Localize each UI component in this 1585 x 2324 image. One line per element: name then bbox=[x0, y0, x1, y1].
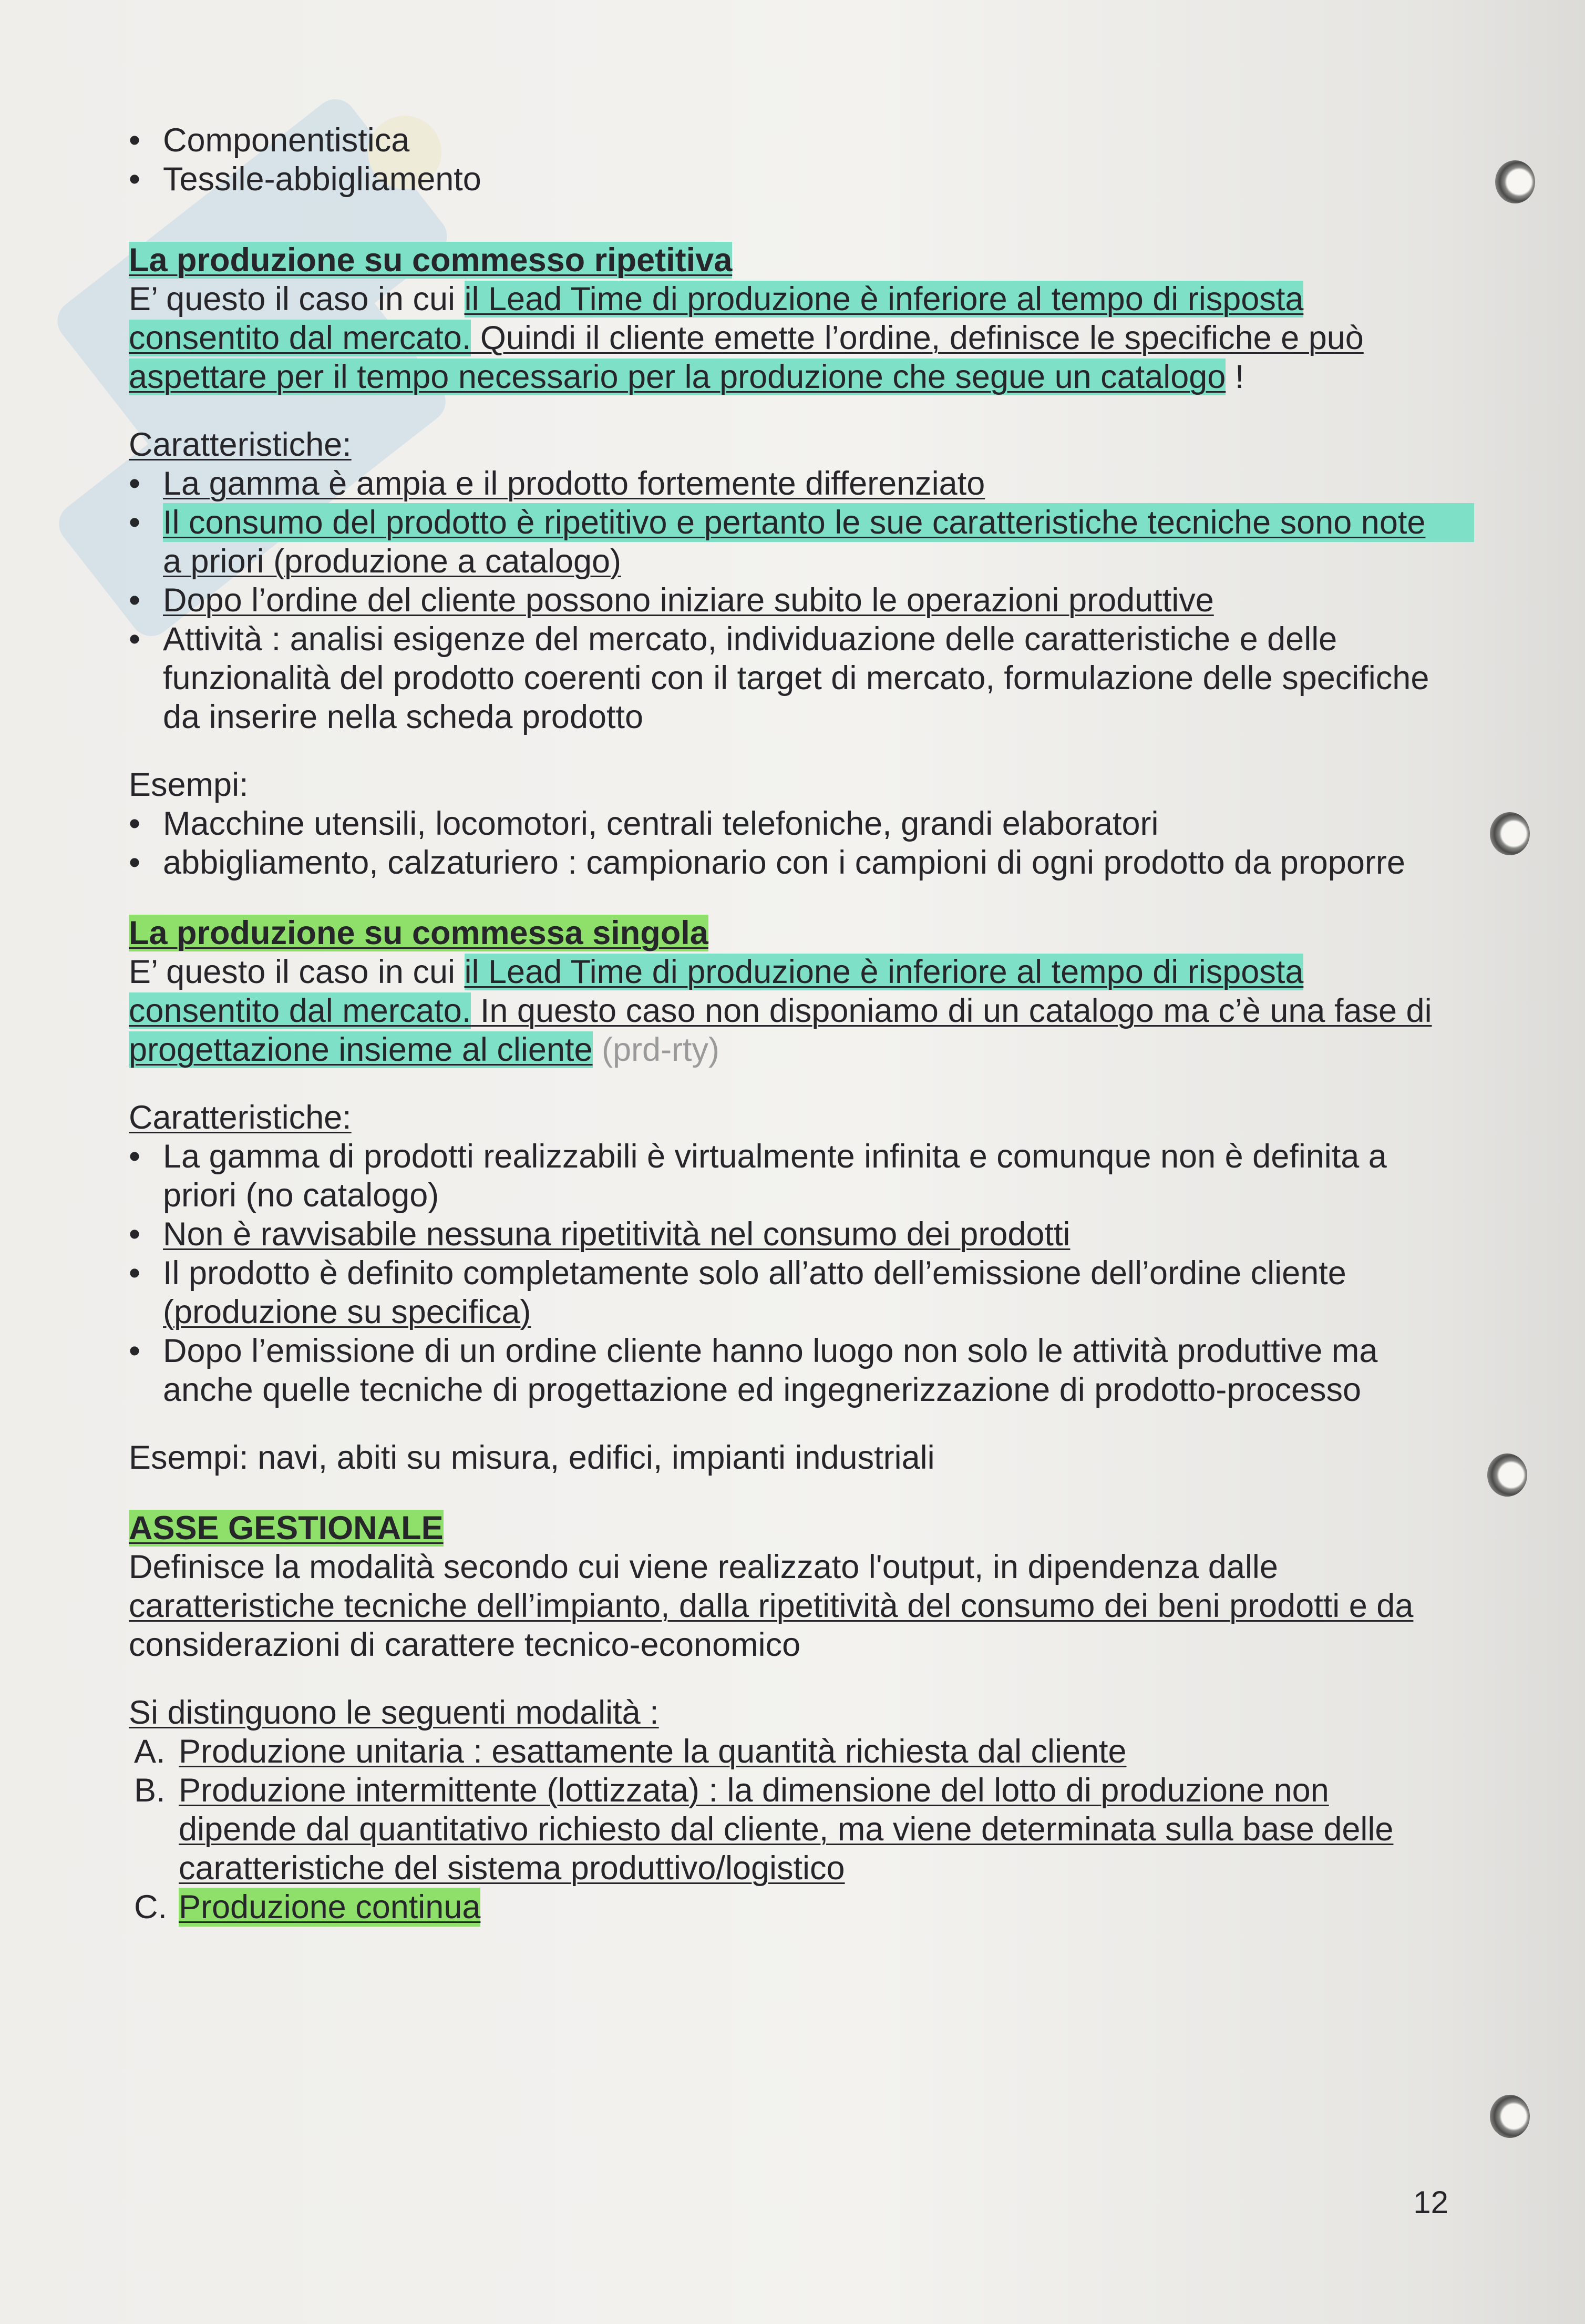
list-item: • Tessile-abbigliamento bbox=[129, 160, 1474, 199]
paragraph-line: aspettare per il tempo necessario per la produzione che segue un catalogo ! bbox=[129, 359, 1244, 395]
characteristics-label: Caratteristiche: bbox=[129, 1099, 352, 1136]
list-item: • abbigliamento, calzaturiero : campionario con i campioni di ogni prodotto da proporre bbox=[129, 843, 1474, 882]
binder-hole bbox=[1487, 1453, 1527, 1497]
list-item: C. Produzione continua bbox=[134, 1889, 481, 1926]
binder-hole bbox=[1490, 2095, 1530, 2138]
page-number: 12 bbox=[1413, 2185, 1448, 2220]
paragraph-line: considerazioni di carattere tecnico-economico bbox=[129, 1626, 801, 1663]
list-item: • La gamma è ampia e il prodotto fortemente differenziato bbox=[129, 464, 1474, 503]
paragraph-line: consentito dal mercato. Quindi il cliente emette l’ordine, definisce le specifiche e può bbox=[129, 320, 1364, 356]
list-item: • Il consumo del prodotto è ripetitivo e pertanto le sue caratteristiche tecniche sono note a priori (produzione a catalogo) bbox=[129, 503, 1474, 581]
characteristics-label: Caratteristiche: bbox=[129, 426, 352, 463]
list-item: • La gamma di prodotti realizzabili è virtualmente infinita e comunque non è definita a priori (no catalogo) bbox=[129, 1137, 1474, 1215]
binder-hole bbox=[1495, 160, 1535, 203]
list-item: • Macchine utensili, locomotori, centrali telefoniche, grandi elaboratori bbox=[129, 804, 1474, 843]
paragraph-line: caratteristiche tecniche dell’impianto, dalla ripetitività del consumo dei beni prodotti e da bbox=[129, 1588, 1414, 1624]
examples-label: Esempi: bbox=[129, 766, 249, 803]
paragraph-line: consentito dal mercato. In questo caso non disponiamo di un catalogo ma c’è una fase di bbox=[129, 992, 1432, 1029]
list-item: A. Produzione unitaria : esattamente la quantità richiesta dal cliente bbox=[134, 1733, 1127, 1770]
list-item: • Non è ravvisabile nessuna ripetitività nel consumo dei prodotti bbox=[129, 1215, 1474, 1254]
page-content bbox=[129, 121, 1474, 1927]
paragraph-line: E’ questo il caso in cui il Lead Time di produzione è inferiore al tempo di risposta bbox=[129, 281, 1304, 318]
list-item: • Componentistica bbox=[129, 121, 1474, 160]
paragraph-line: Definisce la modalità secondo cui viene realizzato l'output, in dipendenza dalle bbox=[129, 1549, 1278, 1585]
list-item: • Il prodotto è definito completamente solo all’atto dell’emissione dell’ordine cliente (produzione su specifica) bbox=[129, 1254, 1474, 1332]
list-item: • Dopo l’emissione di un ordine cliente hanno luogo non solo le attività produttive ma anche quelle tecniche di progettazione ed ingegnerizzazione di prodotto-processo bbox=[129, 1332, 1474, 1409]
paragraph-line: E’ questo il caso in cui il Lead Time di produzione è inferiore al tempo di risposta bbox=[129, 954, 1304, 990]
section-title: La produzione su commessa singola bbox=[129, 915, 708, 951]
list-item: • Dopo l’ordine del cliente possono iniziare subito le operazioni produttive bbox=[129, 581, 1474, 620]
section-title: ASSE GESTIONALE bbox=[129, 1510, 444, 1547]
section-title: La produzione su commesso ripetitiva bbox=[129, 242, 733, 279]
examples-line: Esempi: navi, abiti su misura, edifici, impianti industriali bbox=[129, 1439, 935, 1476]
paragraph-line: progettazione insieme al cliente (prd-rty) bbox=[129, 1031, 720, 1068]
list-item: B. Produzione intermittente (lottizzata) : la dimensione del lotto di produzione non dipende dal quantitativo richiesto dal cliente, ma viene determinata sulla base delle caratteristiche del sistema produttivo/logistico bbox=[134, 1772, 1394, 1887]
binder-hole bbox=[1490, 812, 1530, 855]
modes-label: Si distinguono le seguenti modalità : bbox=[129, 1694, 659, 1731]
list-item: • Attività : analisi esigenze del mercato, individuazione delle caratteristiche e delle funzionalità del prodotto coerenti con il target di mercato, formulazione delle specifiche da inserire nella scheda prodotto bbox=[129, 620, 1474, 736]
